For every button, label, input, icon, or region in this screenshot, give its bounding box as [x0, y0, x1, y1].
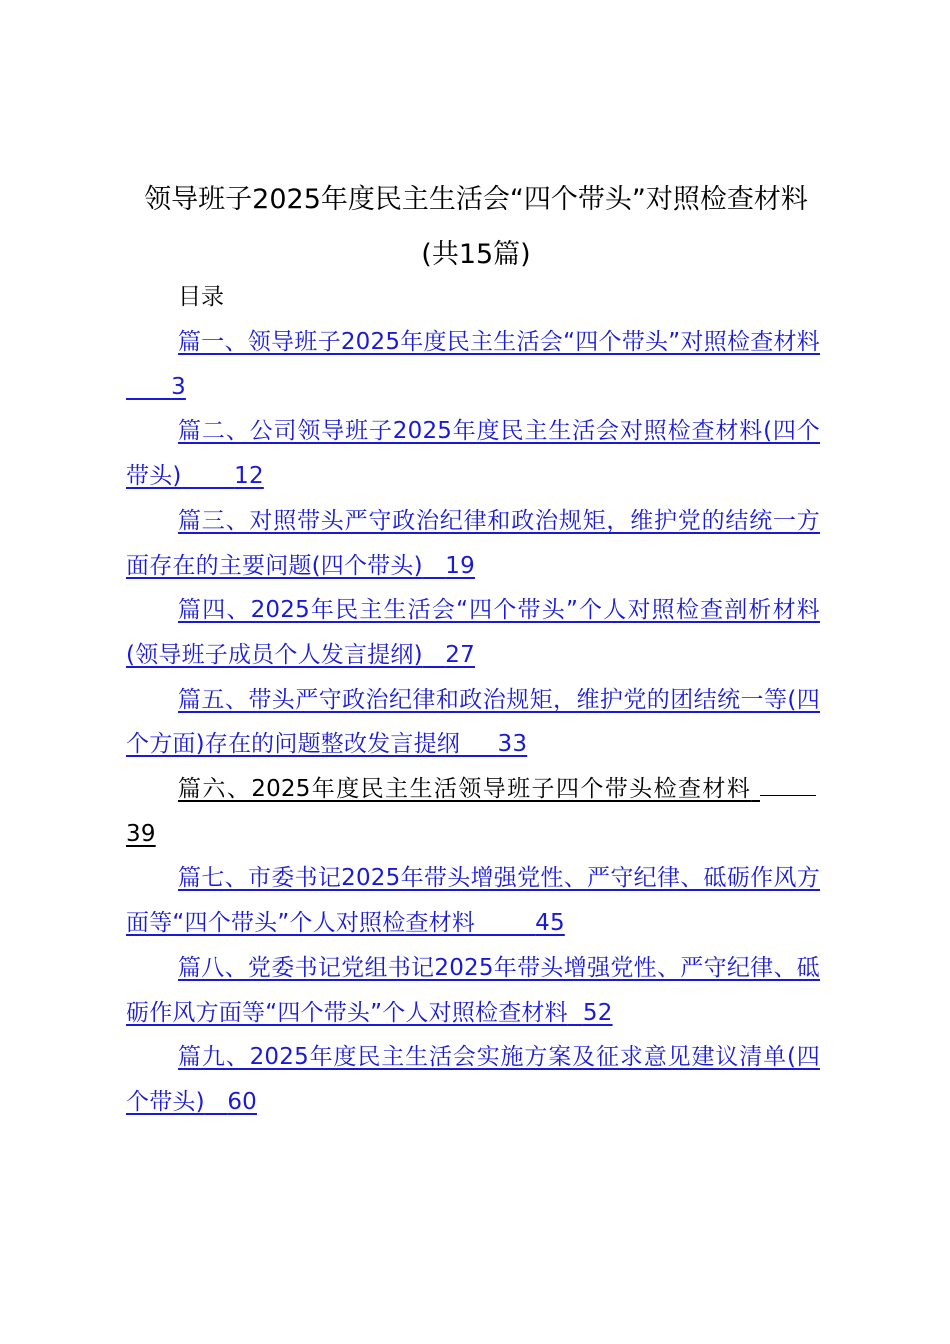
toc-entry-text: 篇一、领导班子2025年度民主生活会“四个带头”对照检查材料: [178, 329, 820, 355]
toc-entry-page: 3: [171, 373, 186, 400]
toc-entry-text: 篇九、2025年度民主生活会实施方案及征求意见建议清单(四个带头): [126, 1044, 820, 1115]
toc-entry-text: 篇六、2025年度民主生活领导班子四个带头检查材料: [178, 776, 752, 803]
toc-link[interactable]: [126, 1044, 820, 1115]
toc-heading: 目录: [178, 284, 224, 310]
toc-entry[interactable]: [126, 946, 820, 1035]
toc-entry[interactable]: [126, 499, 820, 588]
toc-link[interactable]: [126, 418, 820, 489]
toc-entry-text: 篇四、2025年民主生活会“四个带头”个人对照检查剖析材料(领导班子成员个人发言提纲): [126, 597, 820, 668]
toc-link[interactable]: [126, 329, 820, 400]
toc-entry[interactable]: [126, 320, 820, 409]
toc-entry-text: 篇五、带头严守政治纪律和政治规矩，维护党的团结统一等(四个方面)存在的问题整改发言提纲: [126, 686, 820, 758]
toc-entry[interactable]: [126, 409, 820, 498]
toc-link[interactable]: [126, 955, 820, 1026]
toc-link[interactable]: [126, 776, 820, 847]
toc-entry[interactable]: [126, 678, 820, 767]
toc-entry-text: 篇七、市委书记2025年带头增强党性、严守纪律、砥砺作风方面等“四个带头”个人对照检查材料: [126, 865, 820, 937]
toc-entry[interactable]: [126, 588, 820, 677]
document-title: 领导班子2025年度民主生活会“四个带头”对照检查材料(共15篇): [144, 184, 808, 270]
toc-entry-page: 33: [497, 731, 528, 758]
toc-link[interactable]: [126, 865, 820, 936]
toc-list: [126, 320, 820, 1125]
toc-entry-page: 12: [234, 463, 264, 490]
toc-leader: [760, 795, 816, 796]
toc-entry-page: 19: [445, 552, 475, 579]
toc-entry[interactable]: [126, 767, 820, 856]
toc-link[interactable]: [126, 597, 820, 668]
toc-entry-page: 39: [126, 820, 156, 847]
toc-entry-text: 篇八、党委书记党组书记2025年带头增强党性、严守纪律、砥砺作风方面等“四个带头”个人对照检查材料: [126, 954, 820, 1026]
toc-entry-page: 52: [582, 999, 613, 1026]
toc-entry[interactable]: [126, 1035, 820, 1124]
toc-link[interactable]: [126, 687, 820, 758]
toc-entry[interactable]: [126, 856, 820, 945]
toc-entry-text: 篇三、对照带头严守政治纪律和政治规矩，维护党的结统一方面存在的主要问题(四个带头): [126, 507, 820, 579]
toc-entry-text: 篇二、公司领导班子2025年度民主生活会对照检查材料(四个带头): [126, 418, 820, 490]
toc-entry-page: 45: [535, 910, 565, 937]
toc-entry-page: 60: [227, 1088, 257, 1115]
toc-link[interactable]: [126, 508, 820, 579]
toc-entry-page: 27: [445, 641, 475, 668]
